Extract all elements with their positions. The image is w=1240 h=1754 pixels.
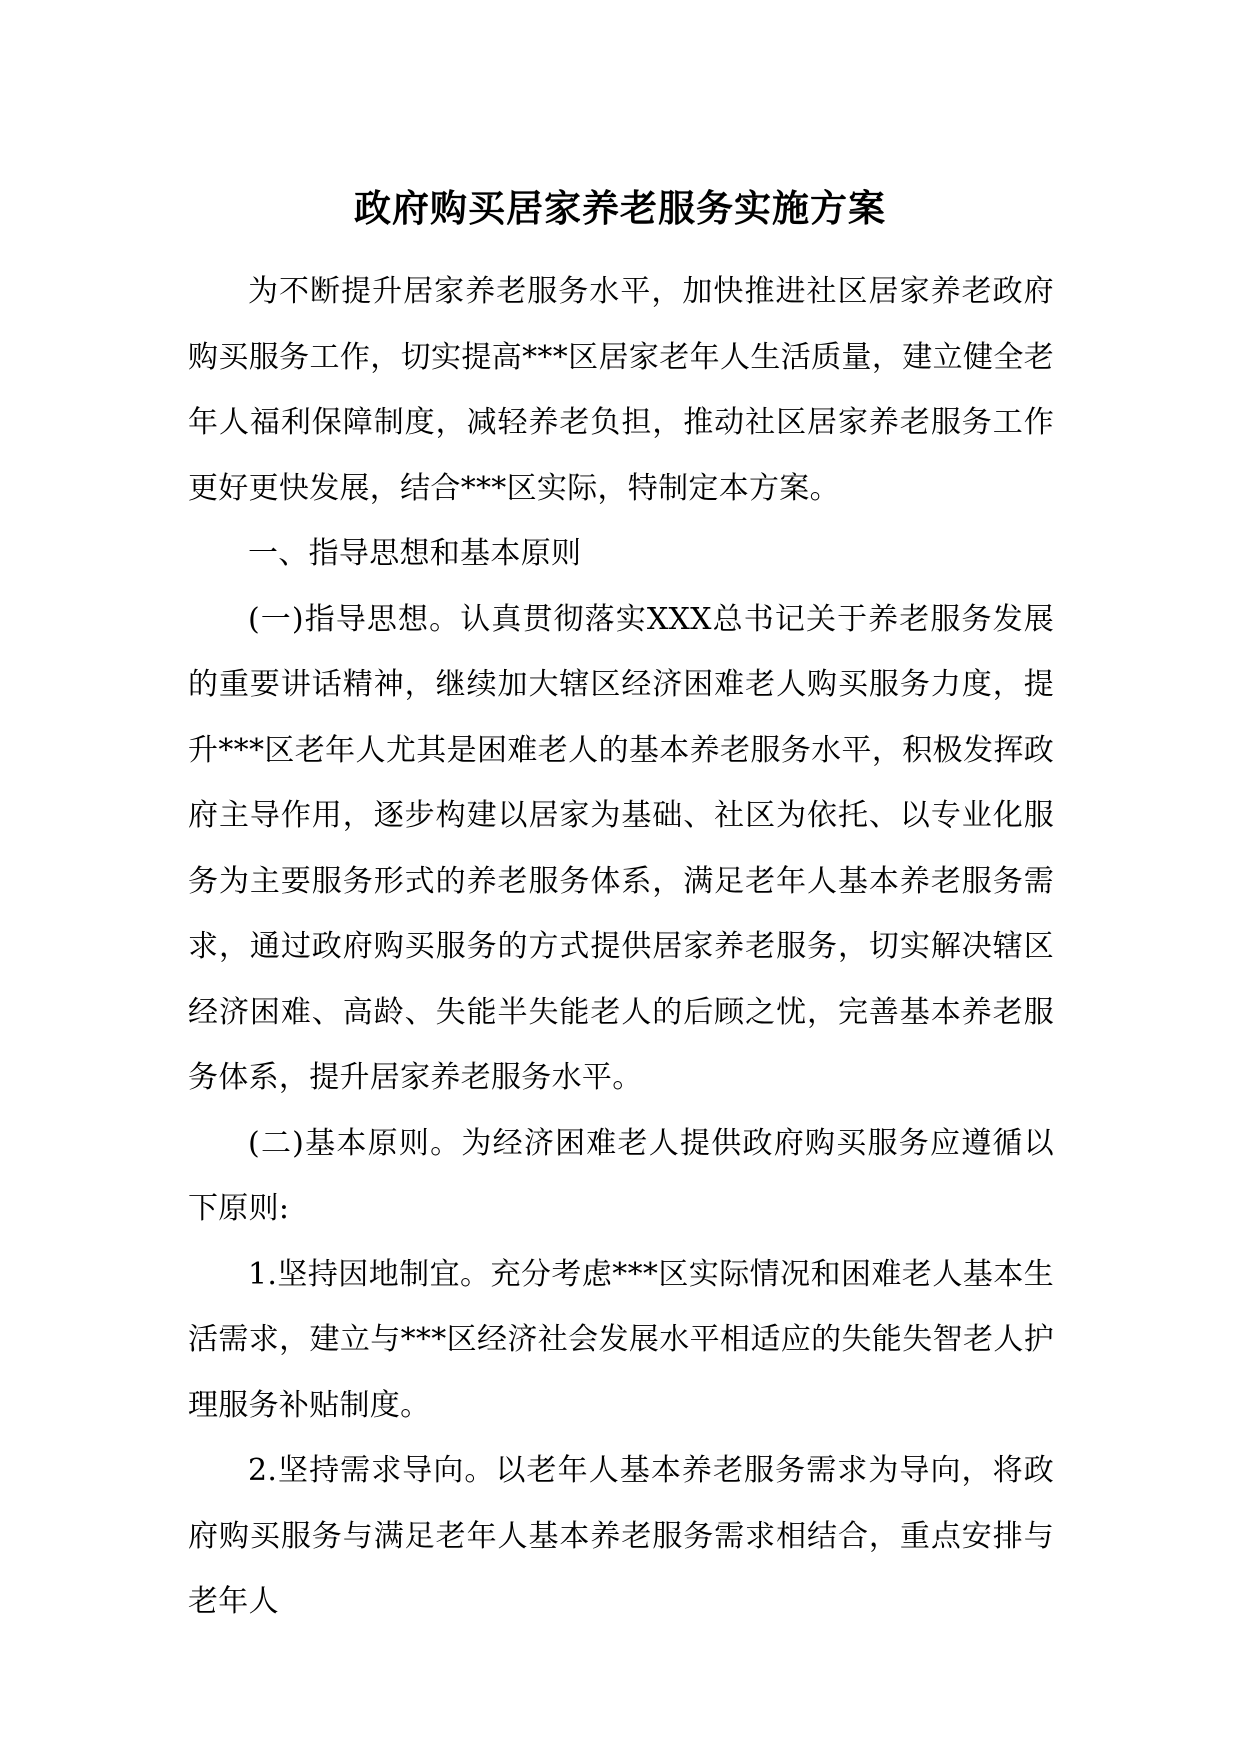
paragraph-principle-2: 2.坚持需求导向。以老年人基本养老服务需求为导向，将政府购买服务与满足老年人基本养老服务需求相结合，重点安排与老年人 bbox=[188, 1453, 1054, 1619]
paragraph-basic-principles: (二)基本原则。为经济困难老人提供政府购买服务应遵循以下原则: bbox=[188, 1125, 1054, 1226]
document-body bbox=[188, 259, 1054, 1635]
document-title: 政府购买居家养老服务实施方案 bbox=[354, 186, 886, 230]
section-heading-guiding-principles: 一、指导思想和基本原则 bbox=[248, 536, 582, 571]
paragraph-principle-1: 1.坚持因地制宜。充分考虑***区实际情况和困难老人基本生活需求，建立与***区经济社会发展水平相适应的失能失智老人护理服务补贴制度。 bbox=[188, 1256, 1054, 1423]
paragraph-intro: 为不断提升居家养老服务水平，加快推进社区居家养老政府购买服务工作，切实提高***区居家老年人生活质量，建立健全老年人福利保障制度，减轻养老负担，推动社区居家养老服务工作更好更快发展，结合***区实际，特制定本方案。 bbox=[188, 274, 1054, 506]
paragraph-guiding-thought: (一)指导思想。认真贯彻落实XXX总书记关于养老服务发展的重要讲话精神，继续加大辖区经济困难老人购买服务力度，提升***区老年人尤其是困难老人的基本养老服务水平，积极发挥政府主导作用，逐步构建以居家为基础、社区为依托、以专业化服务为主要服务形式的养老服务体系，满足老年人基本养老服务需求，通过政府购买服务的方式提供居家养老服务，切实解决辖区经济困难、高龄、失能半失能老人的后顾之忧，完善基本养老服务体系，提升居家养老服务水平。 bbox=[188, 601, 1054, 1095]
